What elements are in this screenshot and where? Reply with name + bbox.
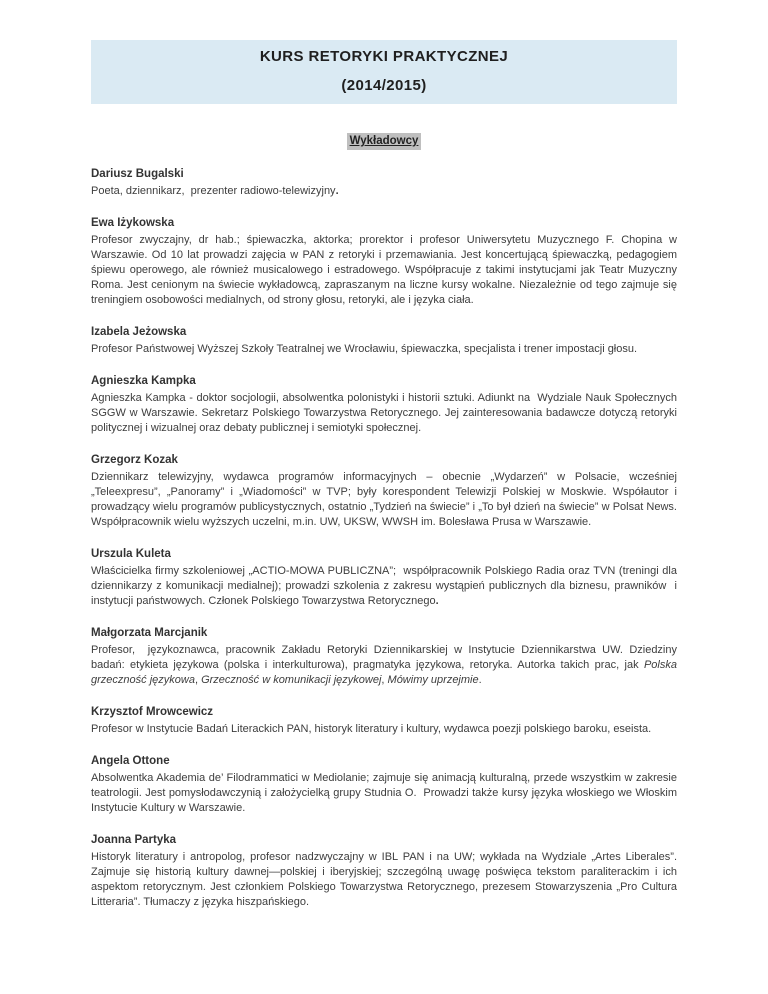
course-title-block	[91, 40, 677, 104]
lecturer-name: Dariusz Bugalski	[91, 168, 184, 180]
lecturer-bio: Dziennikarz telewizyjny, wydawca programów informacyjnych – obecnie „Wydarzeń” w Polsacie, wcześniej „Teleexpresu”, „Panoramy” i „Wiadomości” w TVP; były korespondent Telewizji Polskiej w Moskwie. Współautor i prowadzący wielu programów publicystycznych, ostatnio „Tydzień na świecie” i „To był dzień na świecie” w Polsat News. Współpracownik wielu wyższych uczelni, m.in. UW, UKSW, WWSH im. Bolesława Prusa w Warszawie.	[91, 471, 677, 528]
lecturer-name: Angela Ottone	[91, 755, 170, 767]
lecturer-name: Joanna Partyka	[91, 834, 177, 846]
lecturer-name: Agnieszka Kampka	[91, 375, 196, 387]
lecturer-bio: Historyk literatury i antropolog, profesor nadzwyczajny w IBL PAN i na UW; wykłada na Wydziale „Artes Liberales”. Zajmuje się historią kultury dawnej—polskiej i iberyjskiej; szczególną uwagę poświęca tekstom paraliterackim i ich aspektom retorycznym. Jest członkiem Polskiego Towarzystwa Retorycznego, prezesem Stowarzyszenia „Pro Cultura Litteraria”. Tłumaczy z języka hiszpańskiego.	[91, 851, 677, 908]
lecturers-heading: Wykładowcy	[347, 133, 422, 150]
lecturer-name: Krzysztof Mrowcewicz	[91, 706, 214, 718]
course-year: (2014/2015)	[341, 77, 427, 94]
lecturer-entry	[91, 453, 677, 530]
lecturer-name: Izabela Jeżowska	[91, 326, 187, 338]
lecturer-list	[91, 167, 677, 910]
lecturer-entry	[91, 216, 677, 308]
lecturer-entry	[91, 705, 677, 737]
lecturer-entry	[91, 547, 677, 609]
lecturer-name: Urszula Kuleta	[91, 548, 171, 560]
lecturer-name: Grzegorz Kozak	[91, 454, 178, 466]
lecturer-bio: Absolwentka Akademia de’ Filodrammatici w Mediolanie; zajmuje się animacją kulturalną, przede wszystkim w zakresie teatrologii. Jest pomysłodawczynią i założycielką grupy Studnia O. Prowadzi także kursy języka włoskiego we Włoskim Instytucie Kultury w Warszawie.	[91, 772, 677, 814]
lecturer-entry	[91, 167, 677, 199]
lecturer-bio: Profesor zwyczajny, dr hab.; śpiewaczka, aktorka; prorektor i profesor Uniwersytetu Muzycznego F. Chopina w Warszawie. Od 10 lat prowadzi zajęcia w PAN z retoryki i przemawiania. Jest koncertującą śpiewaczką, pedagogiem śpiewu operowego, ale również musicalowego i estradowego. Współpracuje z takimi instytucjami jak Teatr Muzyczny Roma. Jest cenionym na świecie wykładowcą, zapraszanym na liczne kursy wokalne. Niezależnie od tego zajmuje się treningiem osobowości medialnych, od strony głosu, retoryki, ale i języka ciała.	[91, 234, 677, 306]
document-content	[91, 0, 677, 910]
lecturer-entry	[91, 833, 677, 910]
lecturer-bio: Profesor, językoznawca, pracownik Zakładu Retoryki Dziennikarskiej w Instytucie Dziennikarstwa UW. Dziedziny badań: etykieta językowa (polska i interkulturowa), pragmatyka językowa, retoryka. Autorka takich prac, jak Polska grzeczność językowa, Grzeczność w komunikacji językowej, Mówimy uprzejmie.	[91, 644, 677, 686]
lecturer-bio: Agnieszka Kampka - doktor socjologii, absolwentka polonistyki i historii sztuki. Adiunkt na Wydziale Nauk Społecznych SGGW w Warszawie. Sekretarz Polskiego Towarzystwa Retorycznego. Jej zainteresowania badawcze dotyczą retoryki politycznej i wizualnej oraz debaty publicznej i semiotyki społecznej.	[91, 392, 677, 434]
course-title: KURS RETORYKI PRAKTYCZNEJ	[259, 48, 509, 65]
lecturer-entry	[91, 325, 677, 357]
lecturer-name: Małgorzata Marcjanik	[91, 627, 208, 639]
lecturer-entry	[91, 754, 677, 816]
lecturer-bio: Profesor w Instytucie Badań Literackich PAN, historyk literatury i kultury, wydawca poezji polskiego baroku, eseista.	[91, 723, 652, 735]
lecturer-entry	[91, 374, 677, 436]
section-heading-row	[91, 132, 677, 150]
lecturer-bio: Poeta, dziennikarz, prezenter radiowo-telewizyjny.	[91, 185, 339, 197]
lecturer-bio: Profesor Państwowej Wyższej Szkoły Teatralnej we Wrocławiu, śpiewaczka, specjalista i trener impostacji głosu.	[91, 343, 638, 355]
lecturer-bio: Właścicielka firmy szkoleniowej „ACTIO-MOWA PUBLICZNA”; współpracownik Polskiego Radia oraz TVN (treningi dla dziennikarzy z komunikacji medialnej); prowadzi szkolenia z zakresu wystąpień publicznych dla biznesu, prawników i instytucji państwowych. Członek Polskiego Towarzystwa Retorycznego.	[91, 565, 677, 607]
lecturer-name: Ewa Iżykowska	[91, 217, 175, 229]
lecturer-entry	[91, 626, 677, 688]
